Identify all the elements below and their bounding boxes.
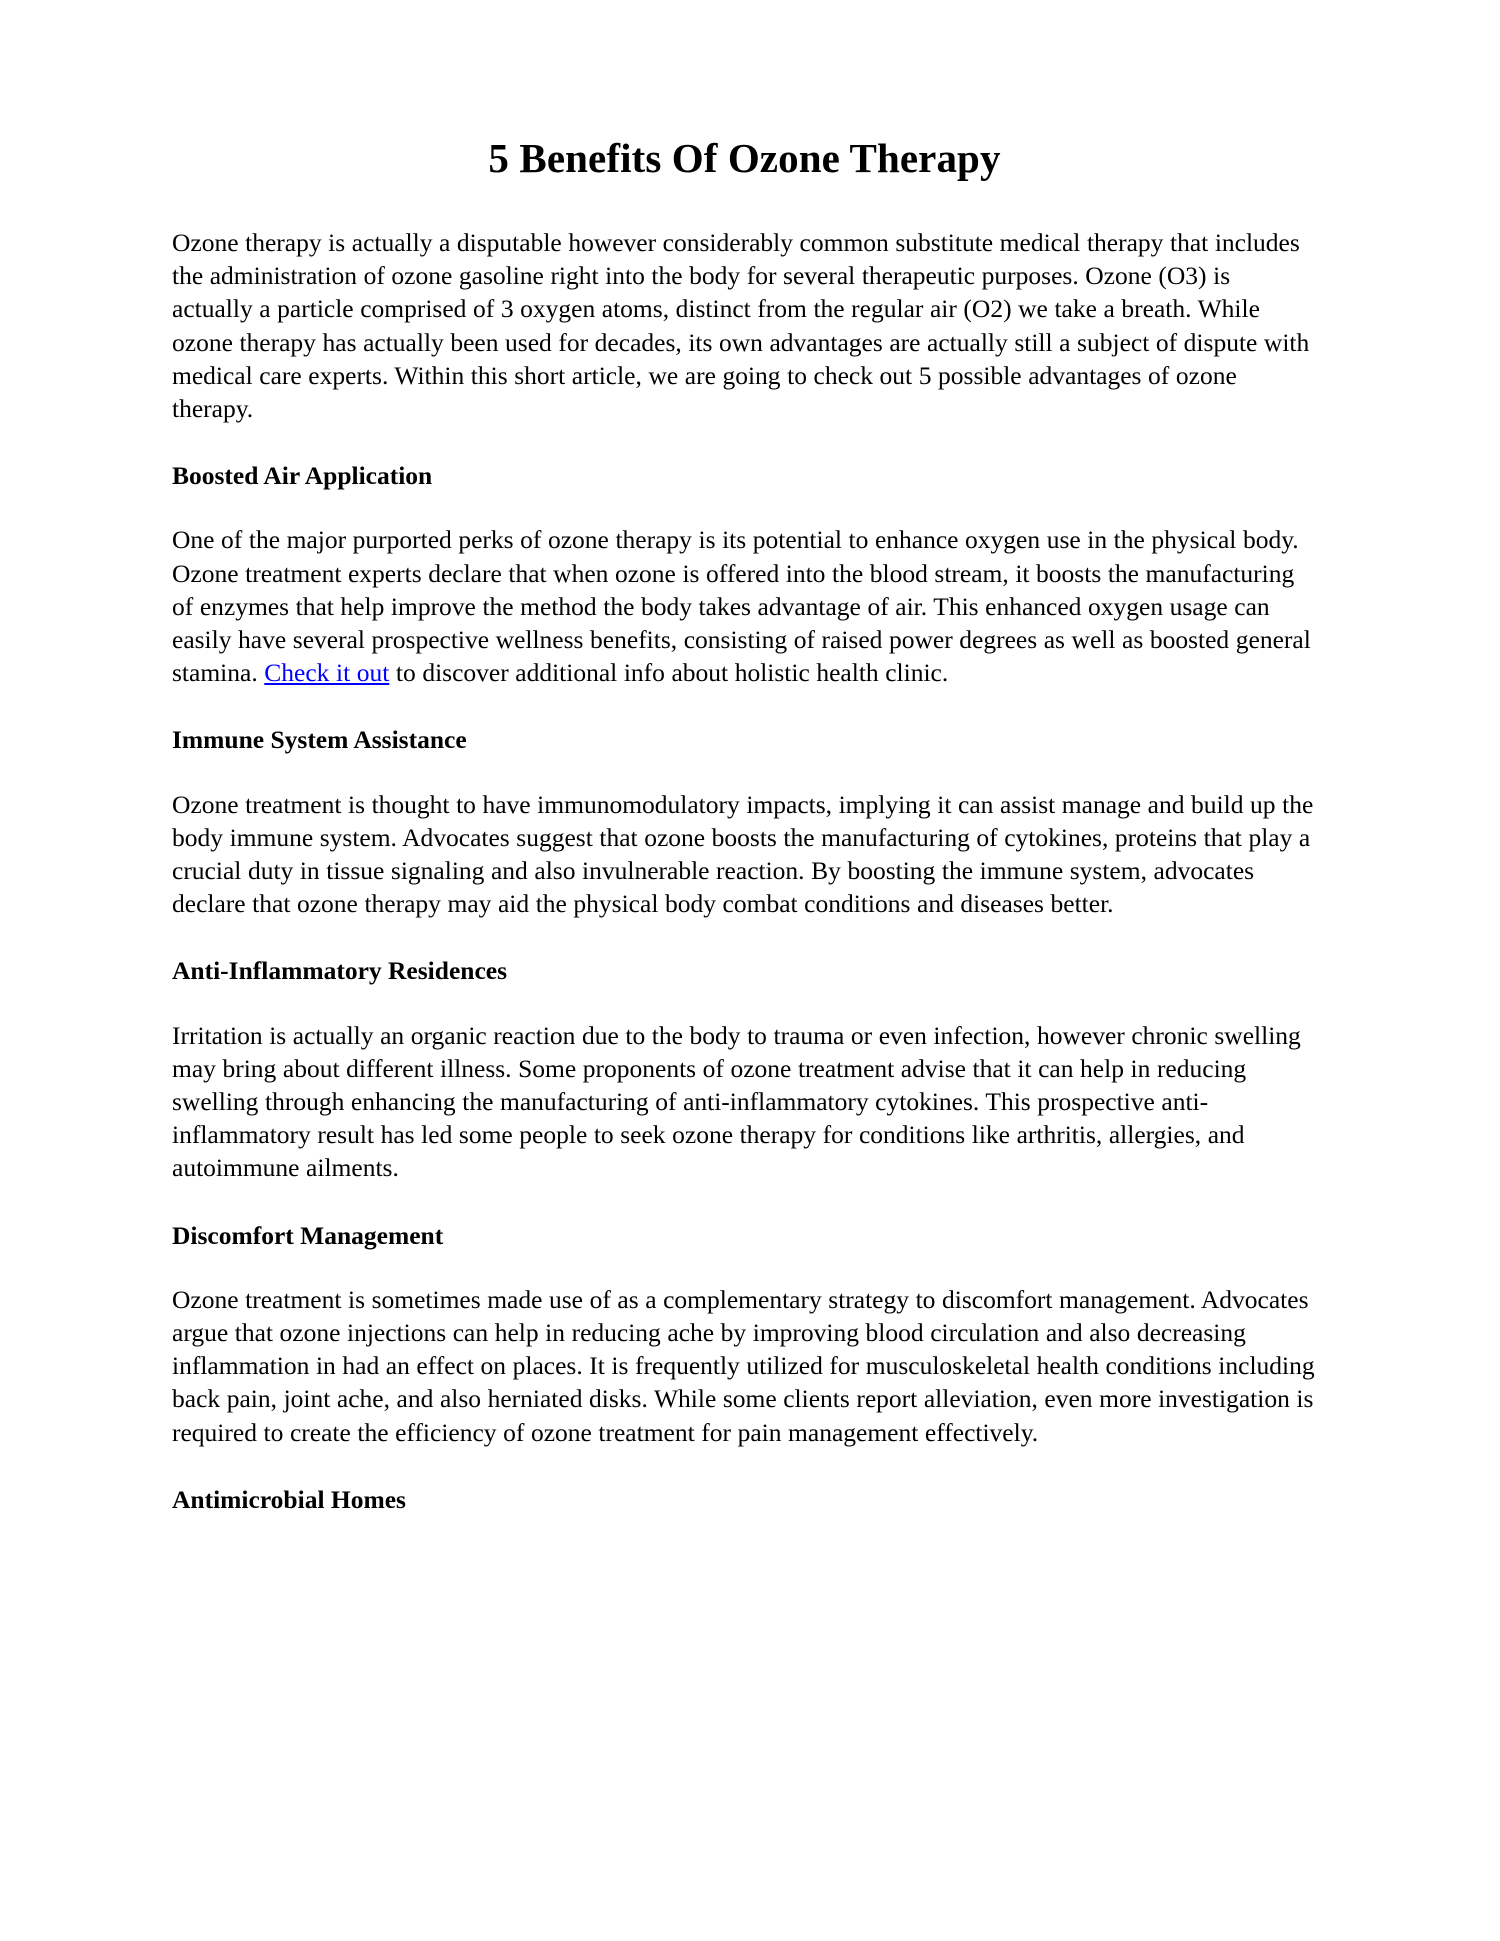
section-heading-anti-inflammatory-residences: Anti-Inflammatory Residences bbox=[172, 956, 507, 986]
paragraph-text-after-link: to discover additional info about holistic health clinic. bbox=[389, 658, 949, 688]
section-paragraph-anti-inflammatory-residences: Irritation is actually an organic reaction due to the body to trauma or even infection, however chronic swelling may bring about different illness. Some proponents of ozone treatment advise that it can help in reducing swelling through enhancing the manufacturing of anti-inflammatory cytokines. This prospective anti-inflammatory result has led some people to seek ozone therapy for conditions like arthritis, allergies, and autoimmune ailments. bbox=[172, 1020, 1301, 1183]
section-heading-discomfort-management: Discomfort Management bbox=[172, 1220, 444, 1250]
intro-paragraph: Ozone therapy is actually a disputable however considerably common substitute medical therapy that includes the administration of ozone gasoline right into the body for several therapeutic purposes. Ozone (O3) is actually a particle comprised of 3 oxygen atoms, distinct from the regular air (O2) we take a breath. While ozone therapy has actually been used for decades, its own advantages are actually still a subject of dispute with medical care experts. Within this short article, we are going to check out 5 possible advantages of ozone therapy. bbox=[172, 227, 1310, 423]
check-it-out-link[interactable]: Check it out bbox=[264, 658, 390, 688]
document-body bbox=[172, 136, 1317, 1516]
section-heading-antimicrobial-homes: Antimicrobial Homes bbox=[172, 1484, 406, 1514]
section-paragraph-boosted-air-application bbox=[172, 523, 1317, 689]
section-paragraph-discomfort-management: Ozone treatment is sometimes made use of as a complementary strategy to discomfort management. Advocates argue that ozone injections can help in reducing ache by improving blood circulation and also decreasing inflammation in had an effect on places. It is frequently utilized for musculoskeletal health conditions including back pain, joint ache, and also herniated disks. While some clients report alleviation, even more investigation is required to create the efficiency of ozone treatment for pain management effectively. bbox=[172, 1284, 1315, 1447]
section-heading-boosted-air-application: Boosted Air Application bbox=[172, 461, 433, 491]
section-heading-immune-system-assistance: Immune System Assistance bbox=[172, 725, 467, 755]
paragraph-text-before-link: One of the major purported perks of ozone therapy is its potential to enhance oxygen use in the physical body. Ozone treatment experts declare that when ozone is offered into the blood stream, it boosts the manufacturing of enzymes that help improve the method the body takes advantage of air. This enhanced oxygen usage can easily have several prospective wellness benefits, consisting of raised power degrees as well as boosted general stamina. bbox=[172, 525, 1311, 688]
page-title: 5 Benefits Of Ozone Therapy bbox=[488, 135, 1001, 181]
section-paragraph-immune-system-assistance: Ozone treatment is thought to have immunomodulatory impacts, implying it can assist manage and build up the body immune system. Advocates suggest that ozone boosts the manufacturing of cytokines, proteins that play a crucial duty in tissue signaling and also invulnerable reaction. By boosting the immune system, advocates declare that ozone therapy may aid the physical body combat conditions and diseases better. bbox=[172, 789, 1314, 919]
